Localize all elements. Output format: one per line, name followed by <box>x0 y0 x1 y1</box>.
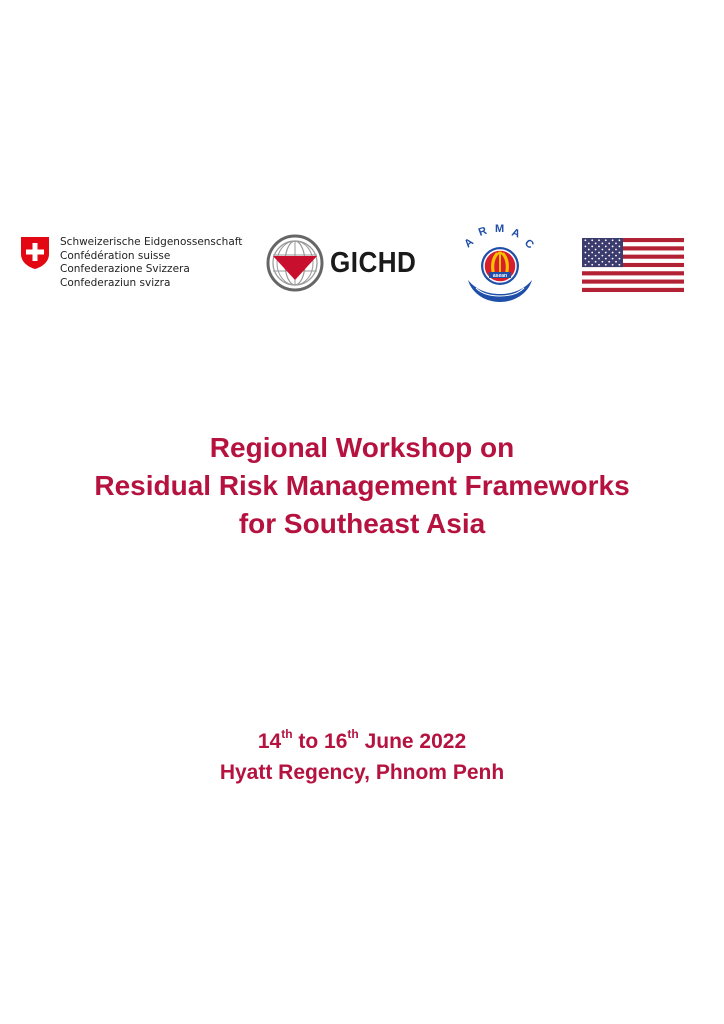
flag-star <box>605 258 607 260</box>
flag-star <box>612 246 614 248</box>
flag-star <box>612 258 614 260</box>
armac-logo <box>458 222 542 306</box>
date-connector: to <box>292 730 325 753</box>
workshop-title <box>0 429 724 543</box>
flag-star <box>615 261 617 263</box>
flag-star <box>598 252 600 254</box>
event-info <box>0 726 724 788</box>
flag-star <box>588 242 590 244</box>
flag-star <box>619 258 621 260</box>
flag-star <box>602 255 604 257</box>
flag-star <box>608 261 610 263</box>
armac-letter-a1: A <box>462 235 477 251</box>
flag-star <box>612 264 614 266</box>
date-month-year: June 2022 <box>358 730 467 753</box>
flag-star <box>602 261 604 263</box>
swiss-confederation-logo <box>20 236 250 294</box>
flag-stripe <box>582 267 684 271</box>
flag-star <box>619 264 621 266</box>
swiss-shield-icon <box>20 236 50 270</box>
flag-star <box>588 255 590 257</box>
armac-asean-label: asean <box>492 273 508 279</box>
title-line-1: Regional Workshop on <box>209 432 515 463</box>
flag-star <box>598 246 600 248</box>
flag-stripe <box>582 280 684 284</box>
swiss-name-lines <box>60 236 242 290</box>
gichd-wordmark: GICHD <box>330 247 417 279</box>
swiss-line-romansh: Confederaziun svizra <box>60 276 171 289</box>
flag-star <box>612 252 614 254</box>
swiss-line-french: Confédération suisse <box>60 249 171 262</box>
swiss-line-german: Schweizerische Eidgenossenschaft <box>60 236 243 248</box>
gichd-globe-icon <box>266 234 324 292</box>
flag-star <box>585 239 587 241</box>
armac-letter-c: C <box>522 237 536 252</box>
flag-star <box>598 258 600 260</box>
flag-star <box>608 249 610 251</box>
event-dates <box>0 726 724 757</box>
flag-canton <box>582 238 623 267</box>
flag-star <box>619 239 621 241</box>
armac-letter-m: M <box>495 223 505 235</box>
flag-star <box>585 258 587 260</box>
event-venue: Hyatt Regency, Phnom Penh <box>219 761 505 784</box>
flag-star <box>595 249 597 251</box>
flag-star <box>591 252 593 254</box>
flag-star <box>612 239 614 241</box>
flag-star <box>619 246 621 248</box>
date-end-day: 16 <box>324 730 348 753</box>
us-flag-logo <box>582 238 684 292</box>
flag-star <box>619 252 621 254</box>
date-end-suffix: th <box>347 727 359 741</box>
us-flag-icon <box>582 238 684 292</box>
flag-star <box>588 249 590 251</box>
flag-star <box>602 242 604 244</box>
flag-stripe <box>582 271 684 275</box>
flag-star <box>591 264 593 266</box>
armac-letter-r: R <box>476 224 489 239</box>
flag-star <box>598 264 600 266</box>
flag-star <box>605 239 607 241</box>
flag-star <box>595 261 597 263</box>
flag-star <box>595 242 597 244</box>
flag-star <box>591 246 593 248</box>
flag-star <box>605 252 607 254</box>
date-start-suffix: th <box>281 727 293 741</box>
gichd-logo <box>266 234 426 296</box>
flag-stripe <box>582 284 684 288</box>
flag-star <box>608 255 610 257</box>
flag-star <box>585 264 587 266</box>
flag-star <box>602 249 604 251</box>
flag-star <box>591 258 593 260</box>
flag-star <box>608 242 610 244</box>
flag-star <box>591 239 593 241</box>
flag-star <box>598 239 600 241</box>
flag-star <box>615 242 617 244</box>
title-line-2: Residual Risk Management Frameworks <box>94 470 630 501</box>
armac-letter-a2: A <box>509 226 522 241</box>
flag-star <box>615 249 617 251</box>
flag-star <box>585 246 587 248</box>
flag-star <box>605 246 607 248</box>
flag-stripe <box>582 275 684 279</box>
flag-star <box>615 255 617 257</box>
title-line-3: for Southeast Asia <box>238 508 486 539</box>
flag-star <box>595 255 597 257</box>
flag-star <box>588 261 590 263</box>
flag-stripe <box>582 288 684 292</box>
armac-emblem-icon <box>458 222 542 306</box>
flag-star <box>605 264 607 266</box>
date-start-day: 14 <box>257 730 282 753</box>
swiss-line-italian: Confederazione Svizzera <box>60 263 190 275</box>
flag-star <box>585 252 587 254</box>
